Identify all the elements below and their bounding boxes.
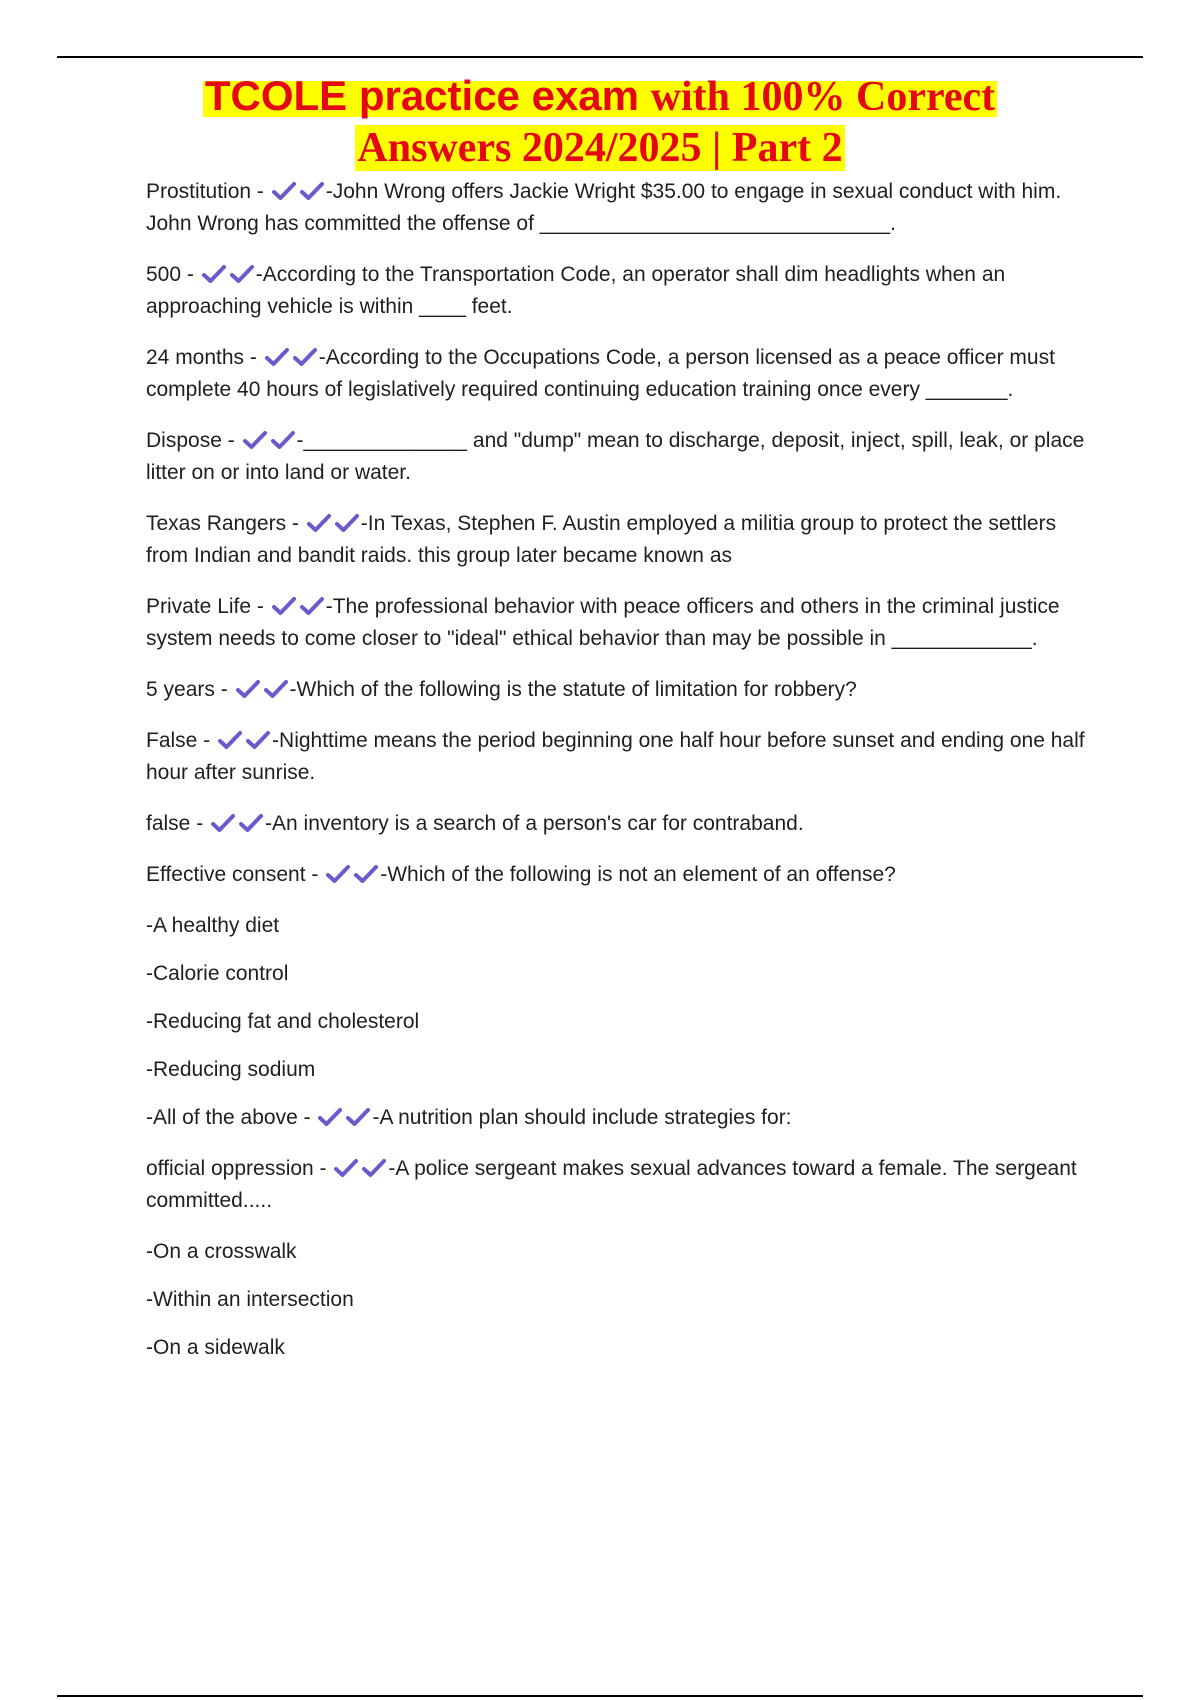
double-checkmark-icon — [324, 863, 380, 886]
double-checkmark-icon — [200, 263, 256, 286]
qa-entry: false - -An inventory is a search of a person's car for contraband. — [146, 812, 804, 835]
answer-text: Effective consent — [146, 863, 306, 886]
option-item — [146, 910, 1096, 942]
question-text: Which of the following is the statute of limitation for robbery? — [296, 678, 857, 701]
question-text: A police sergeant makes sexual advances toward a female. The sergeant committed..... — [146, 1157, 1077, 1212]
option-text: -Reducing sodium — [146, 1058, 316, 1081]
answer-text: -All of the above — [146, 1106, 298, 1129]
option-item — [146, 1284, 1096, 1316]
option-text: -Within an intersection — [146, 1288, 354, 1311]
question-text: John Wrong offers Jackie Wright $35.00 to engage in sexual conduct with him. John Wrong has committed the offense of ______________________________. — [146, 180, 1062, 235]
answer-text: False — [146, 729, 198, 752]
question-text: In Texas, Stephen F. Austin employed a militia group to protect the settlers from Indian and bandit raids. this group later became known as — [146, 512, 1057, 567]
double-checkmark-icon — [263, 346, 319, 369]
double-checkmark-icon — [216, 729, 272, 752]
qa-entry: Effective consent - -Which of the following is not an element of an offense? — [146, 863, 896, 886]
qa-entry: Dispose - -______________ and "dump" mean to discharge, deposit, inject, spill, leak, or place litter on or into land or water. — [146, 429, 1085, 484]
question-text: The professional behavior with peace officers and others in the criminal justice system needs to come closer to "ideal" ethical behavior than may be possible in ____________. — [146, 595, 1060, 650]
option-text: -On a crosswalk — [146, 1240, 297, 1263]
double-checkmark-icon — [209, 812, 265, 835]
title-part-line2: Answers 2024/2025 | Part 2 — [357, 125, 843, 171]
answer-text: Dispose — [146, 429, 222, 452]
option-item — [146, 1332, 1096, 1364]
question-text: A nutrition plan should include strategies for: — [379, 1106, 792, 1129]
option-text: -Calorie control — [146, 962, 289, 985]
question-text: Nighttime means the period beginning one half hour before sunset and ending one half hour after sunrise. — [146, 729, 1085, 784]
option-item — [146, 1054, 1096, 1086]
qa-entry: Prostitution - -John Wrong offers Jackie Wright $35.00 to engage in sexual conduct with him. John Wrong has committed the offense of ______________________________. — [146, 180, 1062, 235]
option-item — [146, 1236, 1096, 1268]
qa-entry: 5 years - -Which of the following is the statute of limitation for robbery? — [146, 678, 857, 701]
question-text: Which of the following is not an element of an offense? — [387, 863, 896, 886]
qa-entry: 24 months - -According to the Occupations Code, a person licensed as a peace officer must complete 40 hours of legislatively required continuing education training once every _______. — [146, 346, 1055, 401]
title-part-serif: with 100% Correct — [650, 74, 996, 120]
option-text: -Reducing fat and cholesterol — [146, 1010, 420, 1033]
title-part-sans: TCOLE practice exam — [204, 72, 651, 119]
answer-text: 5 years — [146, 678, 215, 701]
question-text: An inventory is a search of a person's car for contraband. — [272, 812, 804, 835]
qa-entry: False - -Nighttime means the period beginning one half hour before sunset and ending one half hour after sunrise. — [146, 729, 1085, 784]
question-list — [146, 176, 1096, 1380]
top-rule — [57, 56, 1143, 58]
qa-entry: Private Life - -The professional behavior with peace officers and others in the criminal justice system needs to come closer to "ideal" ethical behavior than may be possible in ____________. — [146, 595, 1060, 650]
double-checkmark-icon — [270, 595, 326, 618]
answer-text: 500 — [146, 263, 182, 286]
question-text: ______________ and "dump" mean to discharge, deposit, inject, spill, leak, or place litter on or into land or water. — [146, 429, 1085, 484]
double-checkmark-icon — [316, 1106, 372, 1129]
answer-text: Texas Rangers — [146, 512, 287, 535]
answer-text: official oppression — [146, 1157, 314, 1180]
option-item — [146, 958, 1096, 990]
option-text: -On a sidewalk — [146, 1336, 285, 1359]
title-line-1 — [0, 70, 1200, 122]
question-text: According to the Transportation Code, an operator shall dim headlights when an approaching vehicle is within ____ feet. — [146, 263, 1006, 318]
title-line-2 — [0, 122, 1200, 174]
qa-entry: 500 - -According to the Transportation Code, an operator shall dim headlights when an approaching vehicle is within ____ feet. — [146, 263, 1006, 318]
qa-entry: Texas Rangers - -In Texas, Stephen F. Austin employed a militia group to protect the settlers from Indian and bandit raids. this group later became known as — [146, 512, 1057, 567]
option-item — [146, 1006, 1096, 1038]
qa-entry: -All of the above - -A nutrition plan should include strategies for: — [146, 1106, 792, 1129]
answer-text: Prostitution — [146, 180, 252, 203]
qa-entry: official oppression - -A police sergeant makes sexual advances toward a female. The sergeant committed..... — [146, 1157, 1077, 1212]
double-checkmark-icon — [241, 429, 297, 452]
bottom-rule — [57, 1695, 1143, 1697]
answer-text: Private Life — [146, 595, 252, 618]
page-title — [0, 70, 1200, 174]
double-checkmark-icon — [305, 512, 361, 535]
double-checkmark-icon — [270, 180, 326, 203]
answer-text: 24 months — [146, 346, 245, 369]
answer-text: false — [146, 812, 191, 835]
double-checkmark-icon — [332, 1157, 388, 1180]
option-text: -A healthy diet — [146, 914, 280, 937]
double-checkmark-icon — [234, 678, 290, 701]
question-text: According to the Occupations Code, a person licensed as a peace officer must complete 40 hours of legislatively required continuing education training once every _______. — [146, 346, 1055, 401]
